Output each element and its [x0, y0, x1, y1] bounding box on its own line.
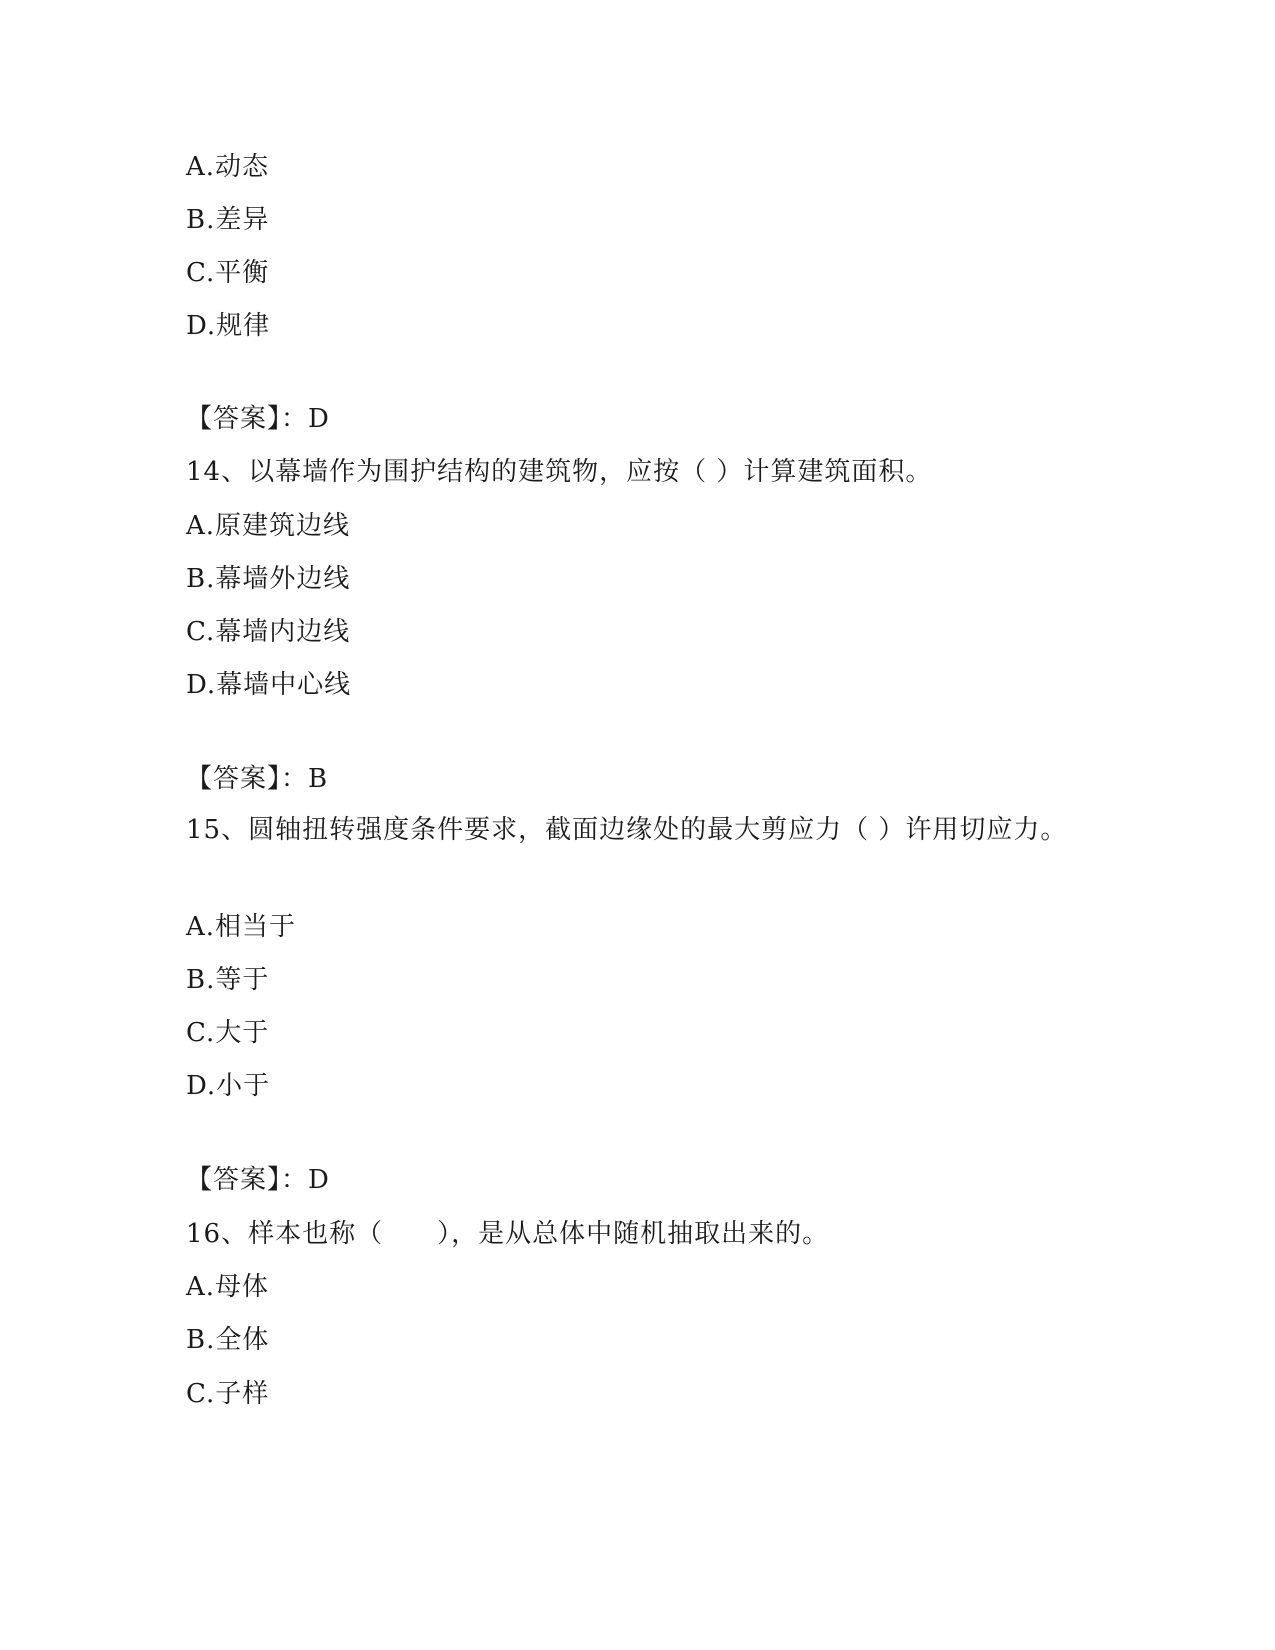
prev-option-b: B.差异: [186, 205, 270, 235]
q15-option-c: C.大于: [186, 1018, 270, 1048]
q15-option-a: A.相当于: [186, 912, 297, 942]
q14-option-a: A.原建筑边线: [186, 511, 351, 541]
q16-stem: 16、样本也称（ ），是从总体中随机抽取出来的。: [186, 1219, 830, 1249]
q14-answer: 【答案】：B: [186, 764, 329, 794]
q15-stem: 15、圆轴扭转强度条件要求，截面边缘处的最大剪应力（ ）许用切应力。: [186, 815, 1068, 845]
prev-option-a: A.动态: [186, 152, 270, 182]
q16-option-c: C.子样: [186, 1379, 270, 1409]
q14-option-b: B.幕墙外边线: [186, 564, 351, 594]
q14-stem: 14、以幕墙作为围护结构的建筑物，应按（ ）计算建筑面积。: [186, 457, 933, 487]
q16-option-b: B.全体: [186, 1325, 270, 1355]
prev-option-d: D.规律: [186, 311, 271, 341]
q15-answer: 【答案】：D: [186, 1165, 330, 1195]
prev-answer: 【答案】：D: [186, 404, 330, 434]
q14-option-c: C.幕墙内边线: [186, 617, 351, 647]
q15-option-d: D.小于: [186, 1071, 271, 1101]
prev-option-c: C.平衡: [186, 258, 270, 288]
q14-option-d: D.幕墙中心线: [186, 670, 352, 700]
q15-option-b: B.等于: [186, 965, 270, 995]
q16-option-a: A.母体: [186, 1272, 270, 1302]
